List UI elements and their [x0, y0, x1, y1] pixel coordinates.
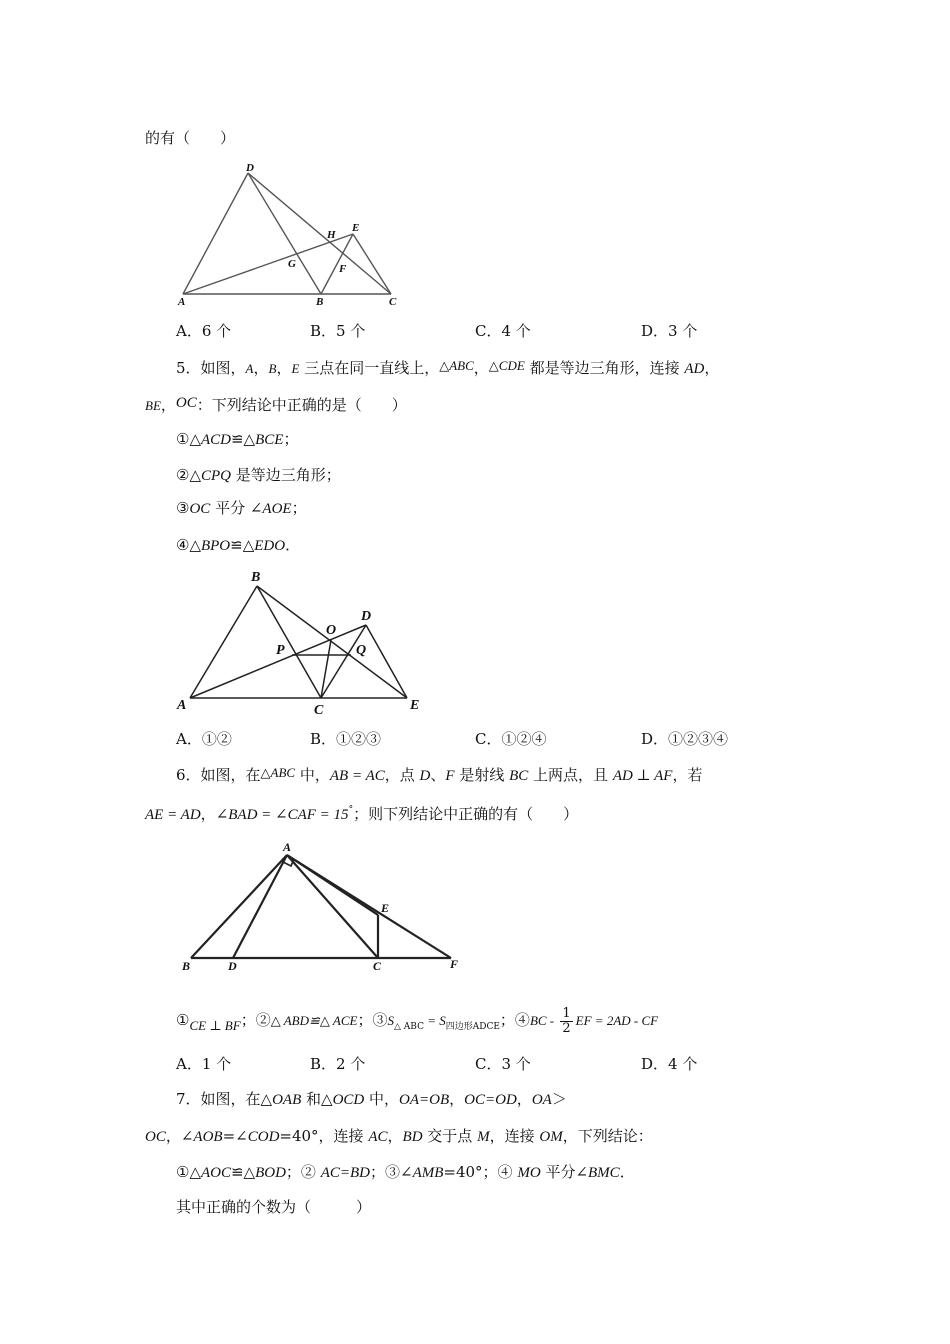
- q5-statement-3: ③OC 平分 ∠AOE；: [176, 499, 307, 517]
- q5-stem-line2: BE，OC：下列结论中正确的是（ ）: [145, 395, 407, 414]
- q5-option-a[interactable]: A．①②: [176, 730, 232, 748]
- q4-label-B: B: [316, 296, 324, 308]
- q4-label-H: H: [327, 229, 336, 241]
- q4-label-G: G: [288, 258, 296, 270]
- q4-option-d[interactable]: D．3 个: [641, 322, 698, 340]
- q4-option-a[interactable]: A．6 个: [176, 322, 232, 340]
- q6-option-b[interactable]: B．2 个: [310, 1055, 366, 1073]
- q4-option-c[interactable]: C．4 个: [475, 322, 531, 340]
- q7-question: 其中正确的个数为（ ）: [176, 1198, 372, 1216]
- q5-option-b[interactable]: B．①②③: [310, 730, 382, 748]
- q4-label-A: A: [178, 296, 186, 308]
- q5-label-E: E: [410, 698, 420, 713]
- q6-label-C: C: [373, 959, 382, 973]
- q6-label-F: F: [450, 957, 459, 971]
- q6-stem-line2: AE = AD，∠BAD = ∠CAF = 15°；则下列结论中正确的有（ ）: [145, 805, 579, 823]
- q6-option-d[interactable]: D．4 个: [641, 1055, 698, 1073]
- q6-stem-line1: 6．如图，在△ABC 中，AB = AC，点 D、F 是射线 BC 上两点，且 AD ⊥ AF，若: [176, 765, 703, 784]
- q5-stem-line1: 5．如图，A，B，E 三点在同一直线上，△ABC，△CDE 都是等边三角形，连接 AD，: [176, 358, 720, 377]
- q5-option-d[interactable]: D．①②③④: [641, 730, 729, 748]
- q5-statement-1: ①△ACD≌△BCE；: [176, 430, 299, 448]
- q6-option-c[interactable]: C．3 个: [475, 1055, 531, 1073]
- q5-option-c[interactable]: C．①②④: [475, 730, 547, 748]
- q7-conclusions: ①△AOC≌△BOD；② AC=BD；③∠AMB=40°；④ MO 平分∠BMC．: [176, 1163, 635, 1181]
- q4-tail: 的有（ ）: [145, 129, 236, 147]
- q6-label-E: E: [381, 901, 390, 915]
- q6-fraction: $\frac{1}{2}$: [562, 1005, 571, 1036]
- q5-statement-4: ④△BPO≌△EDO．: [176, 536, 301, 554]
- q5-label-C: C: [314, 703, 324, 718]
- q4-label-F: F: [339, 263, 347, 275]
- q4-option-b[interactable]: B．5 个: [310, 322, 366, 340]
- q7-stem-line2: OC，∠AOB=∠COD=40°，连接 AC，BD 交于点 M，连接 OM，下列结论：: [145, 1127, 653, 1145]
- q6-option-a[interactable]: A．1 个: [176, 1055, 232, 1073]
- q4-label-E: E: [352, 222, 360, 234]
- q6-label-A: A: [283, 840, 292, 854]
- q6-label-B: B: [182, 959, 191, 973]
- q5-label-P: P: [276, 643, 285, 658]
- q5-label-Q: Q: [356, 643, 367, 658]
- q6-conclusions: ①CE ⊥ BF；②△ ABD≌△ ACE；$③S_{\triangle ABC} = S_{四边形ADCE}$；④BC - $\frac{1}{2}$ EF = 2AD - CF: [176, 1005, 659, 1036]
- q4-label-C: C: [389, 296, 397, 308]
- q7-stem-line1: 7．如图，在△OAB 和△OCD 中，OA=OB，OC=OD，OA＞: [176, 1090, 567, 1108]
- q4-label-D: D: [246, 162, 254, 174]
- q5-label-O: O: [326, 623, 337, 638]
- q5-label-D: D: [361, 609, 372, 624]
- q6-label-D: D: [228, 959, 237, 973]
- q5-label-B: B: [251, 570, 261, 585]
- q5-statement-2: ②△CPQ 是等边三角形；: [176, 466, 341, 484]
- q5-label-A: A: [177, 698, 187, 713]
